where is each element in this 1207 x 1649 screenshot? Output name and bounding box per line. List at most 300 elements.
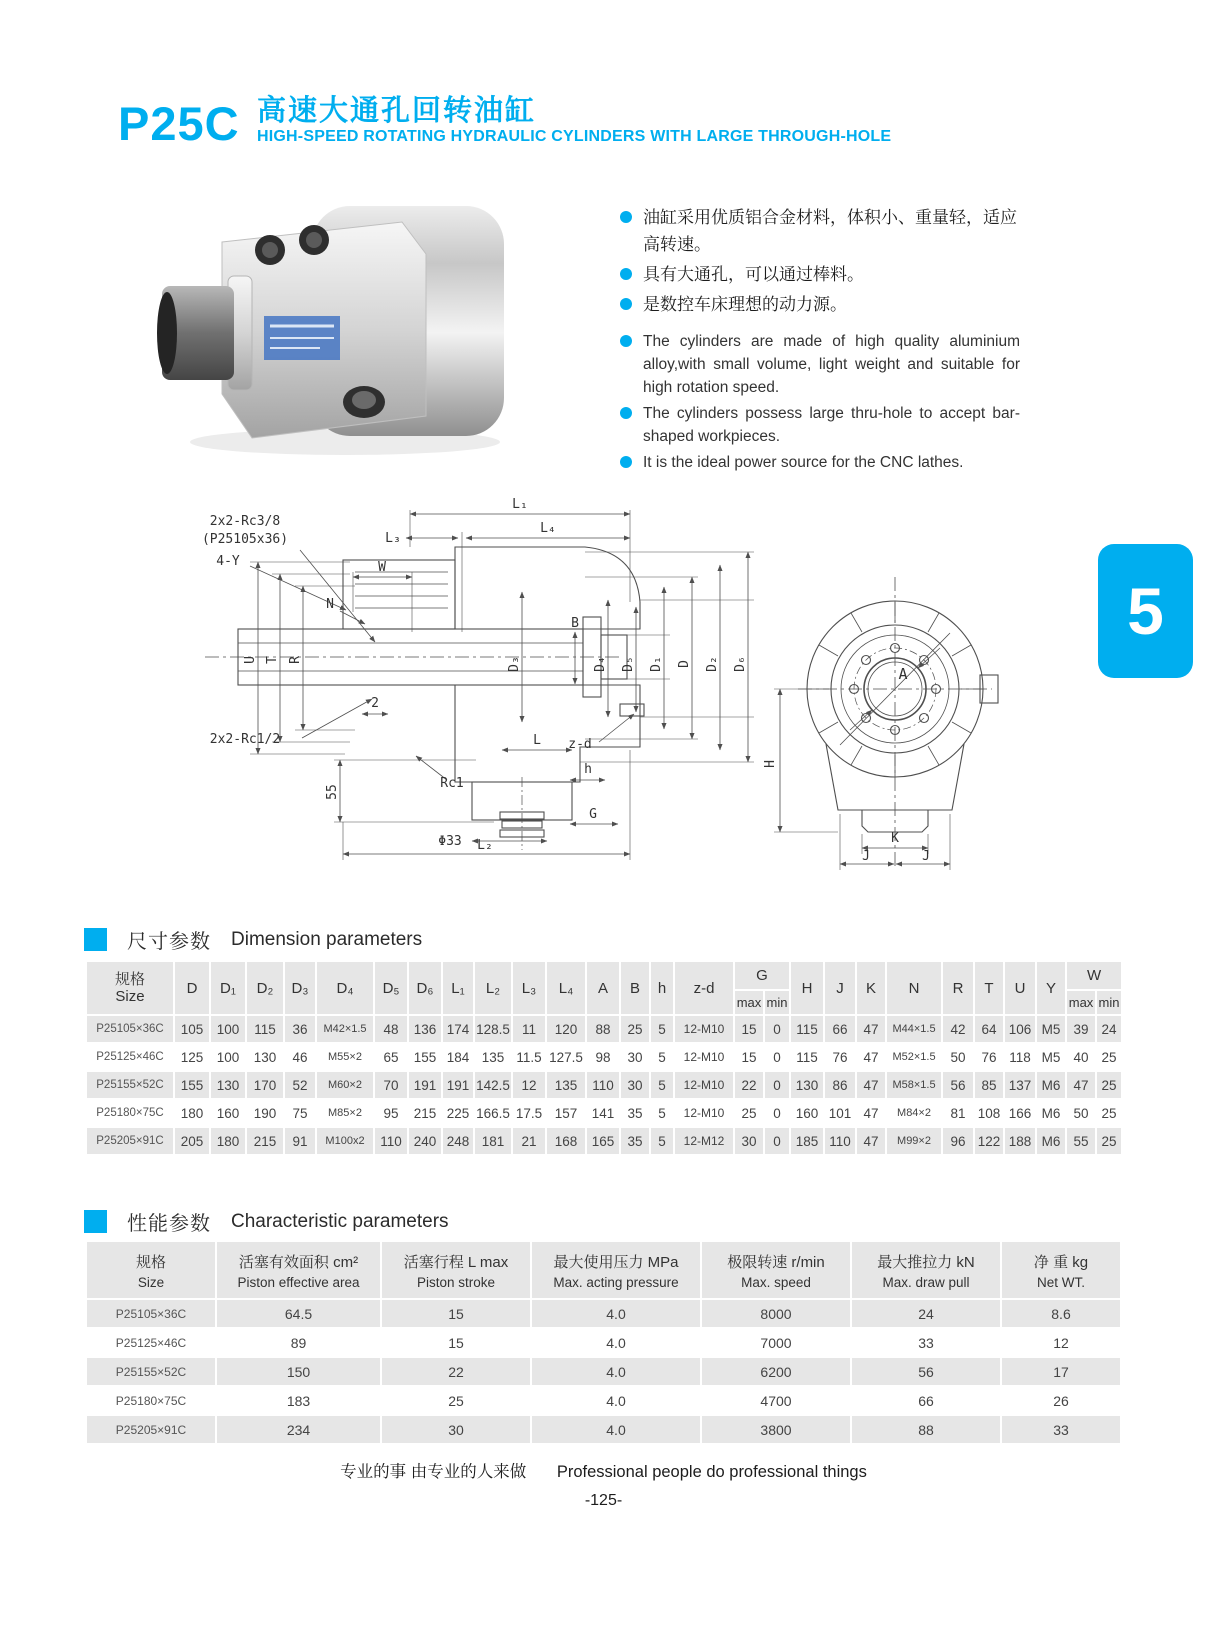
table-cell: 33 bbox=[851, 1328, 1001, 1357]
table-cell: 64 bbox=[974, 1015, 1004, 1043]
table-cell: 48 bbox=[374, 1015, 408, 1043]
table-cell: 100 bbox=[210, 1015, 246, 1043]
table-cell: 39 bbox=[1066, 1015, 1096, 1043]
table-cell: 0 bbox=[764, 1127, 790, 1155]
list-item bbox=[620, 261, 1020, 288]
dim-label: 2x2-Rc3/8 bbox=[209, 514, 281, 529]
table-cell: 118 bbox=[1004, 1043, 1036, 1071]
dim-label: 4-Y bbox=[216, 554, 240, 569]
table-cell: 5 bbox=[650, 1127, 674, 1155]
table-cell: 180 bbox=[210, 1127, 246, 1155]
dim-label: K bbox=[891, 831, 899, 846]
table-row bbox=[86, 1357, 1121, 1386]
photo-artwork bbox=[157, 206, 504, 455]
dim-label: Φ33 bbox=[438, 834, 462, 849]
list-item bbox=[620, 451, 1020, 474]
table-cell: 86 bbox=[824, 1071, 856, 1099]
table-cell: 12 bbox=[512, 1071, 546, 1099]
table-cell: 91 bbox=[284, 1127, 316, 1155]
section-title-zh: 尺寸参数 bbox=[127, 931, 211, 953]
table-cell: 160 bbox=[210, 1099, 246, 1127]
table-cell: 25 bbox=[620, 1015, 650, 1043]
page-title-en: HIGH-SPEED ROTATING HYDRAULIC CYLINDERS WITH LARGE THROUGH-HOLE bbox=[257, 128, 892, 145]
dim-label: G bbox=[589, 807, 597, 822]
table-cell: 234 bbox=[216, 1415, 381, 1444]
dim-label: L bbox=[533, 733, 541, 748]
table-cell: 141 bbox=[586, 1099, 620, 1127]
bullet-icon bbox=[620, 456, 632, 468]
table-cell: 35 bbox=[620, 1127, 650, 1155]
table-cell: 17 bbox=[1001, 1357, 1121, 1386]
table-cell: 64.5 bbox=[216, 1299, 381, 1328]
feature-text: The cylinders are made of high quality aluminium alloy,with small volume, light weight and suitable for high rotation speed. bbox=[643, 333, 1020, 396]
table-cell: M60×2 bbox=[316, 1071, 374, 1099]
table-cell: 4.0 bbox=[531, 1415, 701, 1444]
table-cell: 190 bbox=[246, 1099, 284, 1127]
column-header: D₅ bbox=[374, 961, 408, 1015]
table-cell: 191 bbox=[408, 1071, 442, 1099]
footer-slogan bbox=[0, 1458, 1207, 1482]
table-cell: 8.6 bbox=[1001, 1299, 1121, 1328]
table-header-row bbox=[86, 1241, 1121, 1299]
column-header: 最大使用压力 MPa Max. acting pressure bbox=[531, 1241, 701, 1299]
dim-label: D₁ bbox=[649, 656, 664, 672]
feature-text: 具有大通孔，可以通过棒料。 bbox=[643, 265, 864, 284]
side-view-linework bbox=[205, 547, 644, 850]
dim-label: J bbox=[922, 849, 930, 864]
table-cell: 25 bbox=[1096, 1127, 1122, 1155]
section-heading-characteristics bbox=[84, 1207, 449, 1236]
section-title-zh: 性能参数 bbox=[127, 1213, 211, 1235]
table-cell: 215 bbox=[246, 1127, 284, 1155]
table-cell: P25155×52C bbox=[86, 1071, 174, 1099]
table-cell: M85×2 bbox=[316, 1099, 374, 1127]
table-cell: 110 bbox=[374, 1127, 408, 1155]
bullet-icon bbox=[620, 407, 632, 419]
table-cell: P25205×91C bbox=[86, 1415, 216, 1444]
table-cell: 95 bbox=[374, 1099, 408, 1127]
table-cell: 110 bbox=[824, 1127, 856, 1155]
table-row bbox=[86, 1071, 1122, 1099]
table-cell: 4.0 bbox=[531, 1386, 701, 1415]
column-header: 最大推拉力 kN Max. draw pull bbox=[851, 1241, 1001, 1299]
table-cell: P25180×75C bbox=[86, 1099, 174, 1127]
table-cell: M84×2 bbox=[886, 1099, 942, 1127]
table-cell: 15 bbox=[381, 1328, 531, 1357]
dim-label: D₄ bbox=[593, 656, 608, 672]
dim-label: D₂ bbox=[705, 656, 720, 672]
table-cell: 22 bbox=[734, 1071, 764, 1099]
table-cell: 47 bbox=[856, 1127, 886, 1155]
dim-label: A bbox=[898, 665, 908, 683]
table-cell: 40 bbox=[1066, 1043, 1096, 1071]
technical-drawing bbox=[150, 492, 1060, 877]
table-cell: 174 bbox=[442, 1015, 474, 1043]
table-cell: 47 bbox=[1066, 1071, 1096, 1099]
table-cell: 15 bbox=[381, 1299, 531, 1328]
table-cell: 4.0 bbox=[531, 1357, 701, 1386]
table-cell: 42 bbox=[942, 1015, 974, 1043]
table-cell: 66 bbox=[824, 1015, 856, 1043]
table-cell: 30 bbox=[620, 1071, 650, 1099]
table-cell: 130 bbox=[210, 1071, 246, 1099]
table-cell: 76 bbox=[824, 1043, 856, 1071]
table-cell: 155 bbox=[408, 1043, 442, 1071]
table-cell: 11 bbox=[512, 1015, 546, 1043]
column-header: D₃ bbox=[284, 961, 316, 1015]
dim-label: h bbox=[584, 762, 592, 777]
table-cell: 5 bbox=[650, 1043, 674, 1071]
table-cell: 115 bbox=[246, 1015, 284, 1043]
dim-label: W bbox=[378, 560, 386, 575]
page-title-zh: 高速大通孔回转油缸 bbox=[257, 95, 537, 127]
table-cell: 120 bbox=[546, 1015, 586, 1043]
table-cell: M5 bbox=[1036, 1043, 1066, 1071]
subcolumn-header: min bbox=[1096, 990, 1122, 1015]
table-cell: 75 bbox=[284, 1099, 316, 1127]
product-photo bbox=[150, 188, 524, 462]
table-cell: 101 bbox=[824, 1099, 856, 1127]
table-cell: M52×1.5 bbox=[886, 1043, 942, 1071]
table-cell: 8000 bbox=[701, 1299, 851, 1328]
table-cell: 22 bbox=[381, 1357, 531, 1386]
column-header: z-d bbox=[674, 961, 734, 1015]
table-row bbox=[86, 1127, 1122, 1155]
table-row bbox=[86, 1386, 1121, 1415]
dim-label: D₃ bbox=[507, 656, 522, 672]
footer-slogan-en: Professional people do professional things bbox=[556, 1463, 867, 1481]
table-cell: 7000 bbox=[701, 1328, 851, 1357]
table-cell: P25105×36C bbox=[86, 1299, 216, 1328]
table-cell: 130 bbox=[246, 1043, 284, 1071]
table-cell: 52 bbox=[284, 1071, 316, 1099]
dim-label: L₁ bbox=[512, 497, 528, 512]
column-header: J bbox=[824, 961, 856, 1015]
table-cell: 106 bbox=[1004, 1015, 1036, 1043]
table-cell: 0 bbox=[764, 1015, 790, 1043]
table-cell: 85 bbox=[974, 1071, 1004, 1099]
table-cell: 155 bbox=[174, 1071, 210, 1099]
column-header: U bbox=[1004, 961, 1036, 1015]
table-cell: 0 bbox=[764, 1099, 790, 1127]
dim-label: 55 bbox=[325, 784, 340, 800]
table-cell: 110 bbox=[586, 1071, 620, 1099]
dimension-parameters-table bbox=[85, 960, 1123, 1156]
table-cell: 4.0 bbox=[531, 1328, 701, 1357]
list-item bbox=[620, 330, 1020, 399]
table-cell: 50 bbox=[1066, 1099, 1096, 1127]
column-header: B bbox=[620, 961, 650, 1015]
bullet-icon bbox=[620, 211, 632, 223]
table-cell: 47 bbox=[856, 1099, 886, 1127]
section-title-en: Characteristic parameters bbox=[231, 1210, 449, 1232]
table-cell: 55 bbox=[1066, 1127, 1096, 1155]
table-cell: 181 bbox=[474, 1127, 512, 1155]
table-header-row bbox=[86, 961, 1122, 990]
front-view-dimensions bbox=[774, 648, 950, 870]
table-cell: 12-M10 bbox=[674, 1015, 734, 1043]
table-cell: 248 bbox=[442, 1127, 474, 1155]
column-header: L₃ bbox=[512, 961, 546, 1015]
bullet-icon bbox=[620, 335, 632, 347]
dim-label: L₂ bbox=[477, 838, 493, 853]
table-cell: 185 bbox=[790, 1127, 824, 1155]
subcolumn-header: max bbox=[734, 990, 764, 1015]
table-cell: 105 bbox=[174, 1015, 210, 1043]
table-cell: 160 bbox=[790, 1099, 824, 1127]
table-cell: 150 bbox=[216, 1357, 381, 1386]
table-cell: 47 bbox=[856, 1043, 886, 1071]
table-cell: 50 bbox=[942, 1043, 974, 1071]
table-cell: 56 bbox=[942, 1071, 974, 1099]
table-cell: P25205×91C bbox=[86, 1127, 174, 1155]
characteristic-parameters-table bbox=[85, 1240, 1122, 1445]
dim-label: N bbox=[326, 597, 334, 612]
table-cell: 30 bbox=[381, 1415, 531, 1444]
dim-label: 2 bbox=[371, 696, 379, 711]
table-cell: 127.5 bbox=[546, 1043, 586, 1071]
table-cell: 115 bbox=[790, 1043, 824, 1071]
column-header: L₄ bbox=[546, 961, 586, 1015]
chapter-tab: 5 bbox=[1098, 544, 1193, 678]
table-cell: 6200 bbox=[701, 1357, 851, 1386]
column-header: K bbox=[856, 961, 886, 1015]
column-header-w: W bbox=[1066, 961, 1122, 990]
table-cell: 96 bbox=[942, 1127, 974, 1155]
dim-label: z-d bbox=[568, 737, 592, 752]
section-heading-dimensions bbox=[84, 925, 422, 954]
dim-label: D bbox=[677, 660, 692, 668]
column-header-g: G bbox=[734, 961, 790, 990]
table-cell: M5 bbox=[1036, 1015, 1066, 1043]
table-cell: 137 bbox=[1004, 1071, 1036, 1099]
table-cell: 225 bbox=[442, 1099, 474, 1127]
table-cell: 81 bbox=[942, 1099, 974, 1127]
section-title-en: Dimension parameters bbox=[231, 928, 423, 950]
footer-slogan-zh: 专业的事 由专业的人来做 bbox=[340, 1463, 527, 1481]
table-cell: 47 bbox=[856, 1071, 886, 1099]
table-cell: M100x2 bbox=[316, 1127, 374, 1155]
model-code: P25C bbox=[118, 97, 240, 150]
table-cell: M58×1.5 bbox=[886, 1071, 942, 1099]
column-header: D bbox=[174, 961, 210, 1015]
table-cell: 98 bbox=[586, 1043, 620, 1071]
list-item bbox=[620, 402, 1020, 448]
table-cell: M55×2 bbox=[316, 1043, 374, 1071]
table-cell: 135 bbox=[474, 1043, 512, 1071]
table-cell: 166.5 bbox=[474, 1099, 512, 1127]
column-header-size: 规格 Size bbox=[86, 961, 174, 1015]
table-cell: 135 bbox=[546, 1071, 586, 1099]
table-cell: 188 bbox=[1004, 1127, 1036, 1155]
table-cell: 12-M10 bbox=[674, 1071, 734, 1099]
dim-label: R bbox=[288, 656, 303, 664]
feature-text: 是数控车床理想的动力源。 bbox=[643, 295, 847, 314]
subcolumn-header: max bbox=[1066, 990, 1096, 1015]
table-cell: 25 bbox=[1096, 1099, 1122, 1127]
subcolumn-header: min bbox=[764, 990, 790, 1015]
column-header: 活塞有效面积 cm² Piston effective area bbox=[216, 1241, 381, 1299]
table-cell: 205 bbox=[174, 1127, 210, 1155]
table-cell: 0 bbox=[764, 1043, 790, 1071]
column-header: D₂ bbox=[246, 961, 284, 1015]
table-cell: 15 bbox=[734, 1015, 764, 1043]
table-cell: 4700 bbox=[701, 1386, 851, 1415]
table-row bbox=[86, 1328, 1121, 1357]
table-cell: 168 bbox=[546, 1127, 586, 1155]
table-cell: 25 bbox=[734, 1099, 764, 1127]
table-cell: 5 bbox=[650, 1071, 674, 1099]
table-cell: 142.5 bbox=[474, 1071, 512, 1099]
table-cell: 21 bbox=[512, 1127, 546, 1155]
table-cell: 25 bbox=[1096, 1043, 1122, 1071]
column-header: D₄ bbox=[316, 961, 374, 1015]
feature-text: It is the ideal power source for the CNC lathes. bbox=[643, 454, 964, 471]
table-cell: 47 bbox=[856, 1015, 886, 1043]
column-header: 活塞行程 L max Piston stroke bbox=[381, 1241, 531, 1299]
table-cell: 89 bbox=[216, 1328, 381, 1357]
table-row bbox=[86, 1415, 1121, 1444]
table-cell: 15 bbox=[734, 1043, 764, 1071]
dim-label: B bbox=[571, 616, 579, 631]
feature-text: 油缸采用优质铝合金材料，体积小、重量轻，适应高转速。 bbox=[643, 208, 1017, 254]
feature-list-zh bbox=[620, 204, 1020, 321]
table-cell: 26 bbox=[1001, 1386, 1121, 1415]
table-row bbox=[86, 1043, 1122, 1071]
section-square-icon bbox=[84, 1210, 107, 1233]
table-cell: P25180×75C bbox=[86, 1386, 216, 1415]
table-cell: 157 bbox=[546, 1099, 586, 1127]
table-cell: 170 bbox=[246, 1071, 284, 1099]
column-header: T bbox=[974, 961, 1004, 1015]
table-cell: 184 bbox=[442, 1043, 474, 1071]
bullet-icon bbox=[620, 268, 632, 280]
table-cell: 100 bbox=[210, 1043, 246, 1071]
dim-label: J bbox=[862, 849, 870, 864]
dim-label: L₄ bbox=[540, 521, 556, 536]
table-cell: 215 bbox=[408, 1099, 442, 1127]
table-cell: 25 bbox=[381, 1386, 531, 1415]
table-cell: 76 bbox=[974, 1043, 1004, 1071]
table-cell: 11.5 bbox=[512, 1043, 546, 1071]
dim-label: T bbox=[265, 656, 280, 664]
table-cell: 191 bbox=[442, 1071, 474, 1099]
column-header: 净 重 kg Net WT. bbox=[1001, 1241, 1121, 1299]
dim-label: (P25105x36) bbox=[201, 532, 289, 547]
table-cell: 33 bbox=[1001, 1415, 1121, 1444]
table-cell: 17.5 bbox=[512, 1099, 546, 1127]
table-cell: 70 bbox=[374, 1071, 408, 1099]
list-item bbox=[620, 204, 1020, 258]
table-cell: P25105×36C bbox=[86, 1015, 174, 1043]
bullet-icon bbox=[620, 298, 632, 310]
table-cell: 35 bbox=[620, 1099, 650, 1127]
table-cell: 30 bbox=[734, 1127, 764, 1155]
table-cell: 46 bbox=[284, 1043, 316, 1071]
page-number: -125- bbox=[584, 1492, 623, 1509]
dim-label: H bbox=[763, 760, 778, 768]
table-cell: 65 bbox=[374, 1043, 408, 1071]
list-item bbox=[620, 291, 1020, 318]
table-cell: 12 bbox=[1001, 1328, 1121, 1357]
table-cell: 25 bbox=[1096, 1071, 1122, 1099]
table-cell: 66 bbox=[851, 1386, 1001, 1415]
table-cell: 166 bbox=[1004, 1099, 1036, 1127]
table-cell: 165 bbox=[586, 1127, 620, 1155]
table-cell: 183 bbox=[216, 1386, 381, 1415]
side-view-labels bbox=[202, 497, 748, 853]
table-cell: M6 bbox=[1036, 1071, 1066, 1099]
table-cell: 0 bbox=[764, 1071, 790, 1099]
table-cell: 240 bbox=[408, 1127, 442, 1155]
table-cell: 125 bbox=[174, 1043, 210, 1071]
dim-label: U bbox=[243, 656, 258, 664]
column-header: Y bbox=[1036, 961, 1066, 1015]
table-cell: 88 bbox=[851, 1415, 1001, 1444]
column-header: L₁ bbox=[442, 961, 474, 1015]
table-cell: 88 bbox=[586, 1015, 620, 1043]
dim-label: D₆ bbox=[733, 656, 748, 672]
table-cell: P25125×46C bbox=[86, 1328, 216, 1357]
feature-text: The cylinders possess large thru-hole to accept bar-shaped workpieces. bbox=[643, 405, 1020, 445]
table-cell: 3800 bbox=[701, 1415, 851, 1444]
table-cell: 136 bbox=[408, 1015, 442, 1043]
table-cell: 130 bbox=[790, 1071, 824, 1099]
column-header: D₁ bbox=[210, 961, 246, 1015]
table-cell: 36 bbox=[284, 1015, 316, 1043]
table-cell: M44×1.5 bbox=[886, 1015, 942, 1043]
dim-label: 2x2-Rc1/2 bbox=[209, 732, 281, 747]
column-header: R bbox=[942, 961, 974, 1015]
column-header: h bbox=[650, 961, 674, 1015]
table-cell: M6 bbox=[1036, 1099, 1066, 1127]
table-cell: 5 bbox=[650, 1015, 674, 1043]
front-view-linework bbox=[798, 577, 998, 870]
column-header: L₂ bbox=[474, 961, 512, 1015]
table-cell: 24 bbox=[851, 1299, 1001, 1328]
feature-list-en bbox=[620, 330, 1020, 477]
table-cell: M99×2 bbox=[886, 1127, 942, 1155]
table-cell: 180 bbox=[174, 1099, 210, 1127]
column-header: 规格 Size bbox=[86, 1241, 216, 1299]
table-row bbox=[86, 1299, 1121, 1328]
column-header: A bbox=[586, 961, 620, 1015]
dim-label: Rc1 bbox=[440, 776, 464, 791]
table-row bbox=[86, 1015, 1122, 1043]
table-cell: 4.0 bbox=[531, 1299, 701, 1328]
column-header: D₆ bbox=[408, 961, 442, 1015]
table-cell: 108 bbox=[974, 1099, 1004, 1127]
table-row bbox=[86, 1099, 1122, 1127]
column-header: H bbox=[790, 961, 824, 1015]
dim-label: L₃ bbox=[385, 531, 401, 546]
table-cell: M42×1.5 bbox=[316, 1015, 374, 1043]
table-cell: M6 bbox=[1036, 1127, 1066, 1155]
column-header: N bbox=[886, 961, 942, 1015]
table-cell: 12-M12 bbox=[674, 1127, 734, 1155]
table-cell: 128.5 bbox=[474, 1015, 512, 1043]
table-cell: 24 bbox=[1096, 1015, 1122, 1043]
dim-label: D₅ bbox=[621, 656, 636, 672]
table-cell: 56 bbox=[851, 1357, 1001, 1386]
table-cell: 5 bbox=[650, 1099, 674, 1127]
table-cell: 115 bbox=[790, 1015, 824, 1043]
table-cell: P25155×52C bbox=[86, 1357, 216, 1386]
table-cell: 12-M10 bbox=[674, 1043, 734, 1071]
front-view-labels bbox=[763, 665, 930, 864]
table-cell: 12-M10 bbox=[674, 1099, 734, 1127]
column-header: 极限转速 r/min Max. speed bbox=[701, 1241, 851, 1299]
